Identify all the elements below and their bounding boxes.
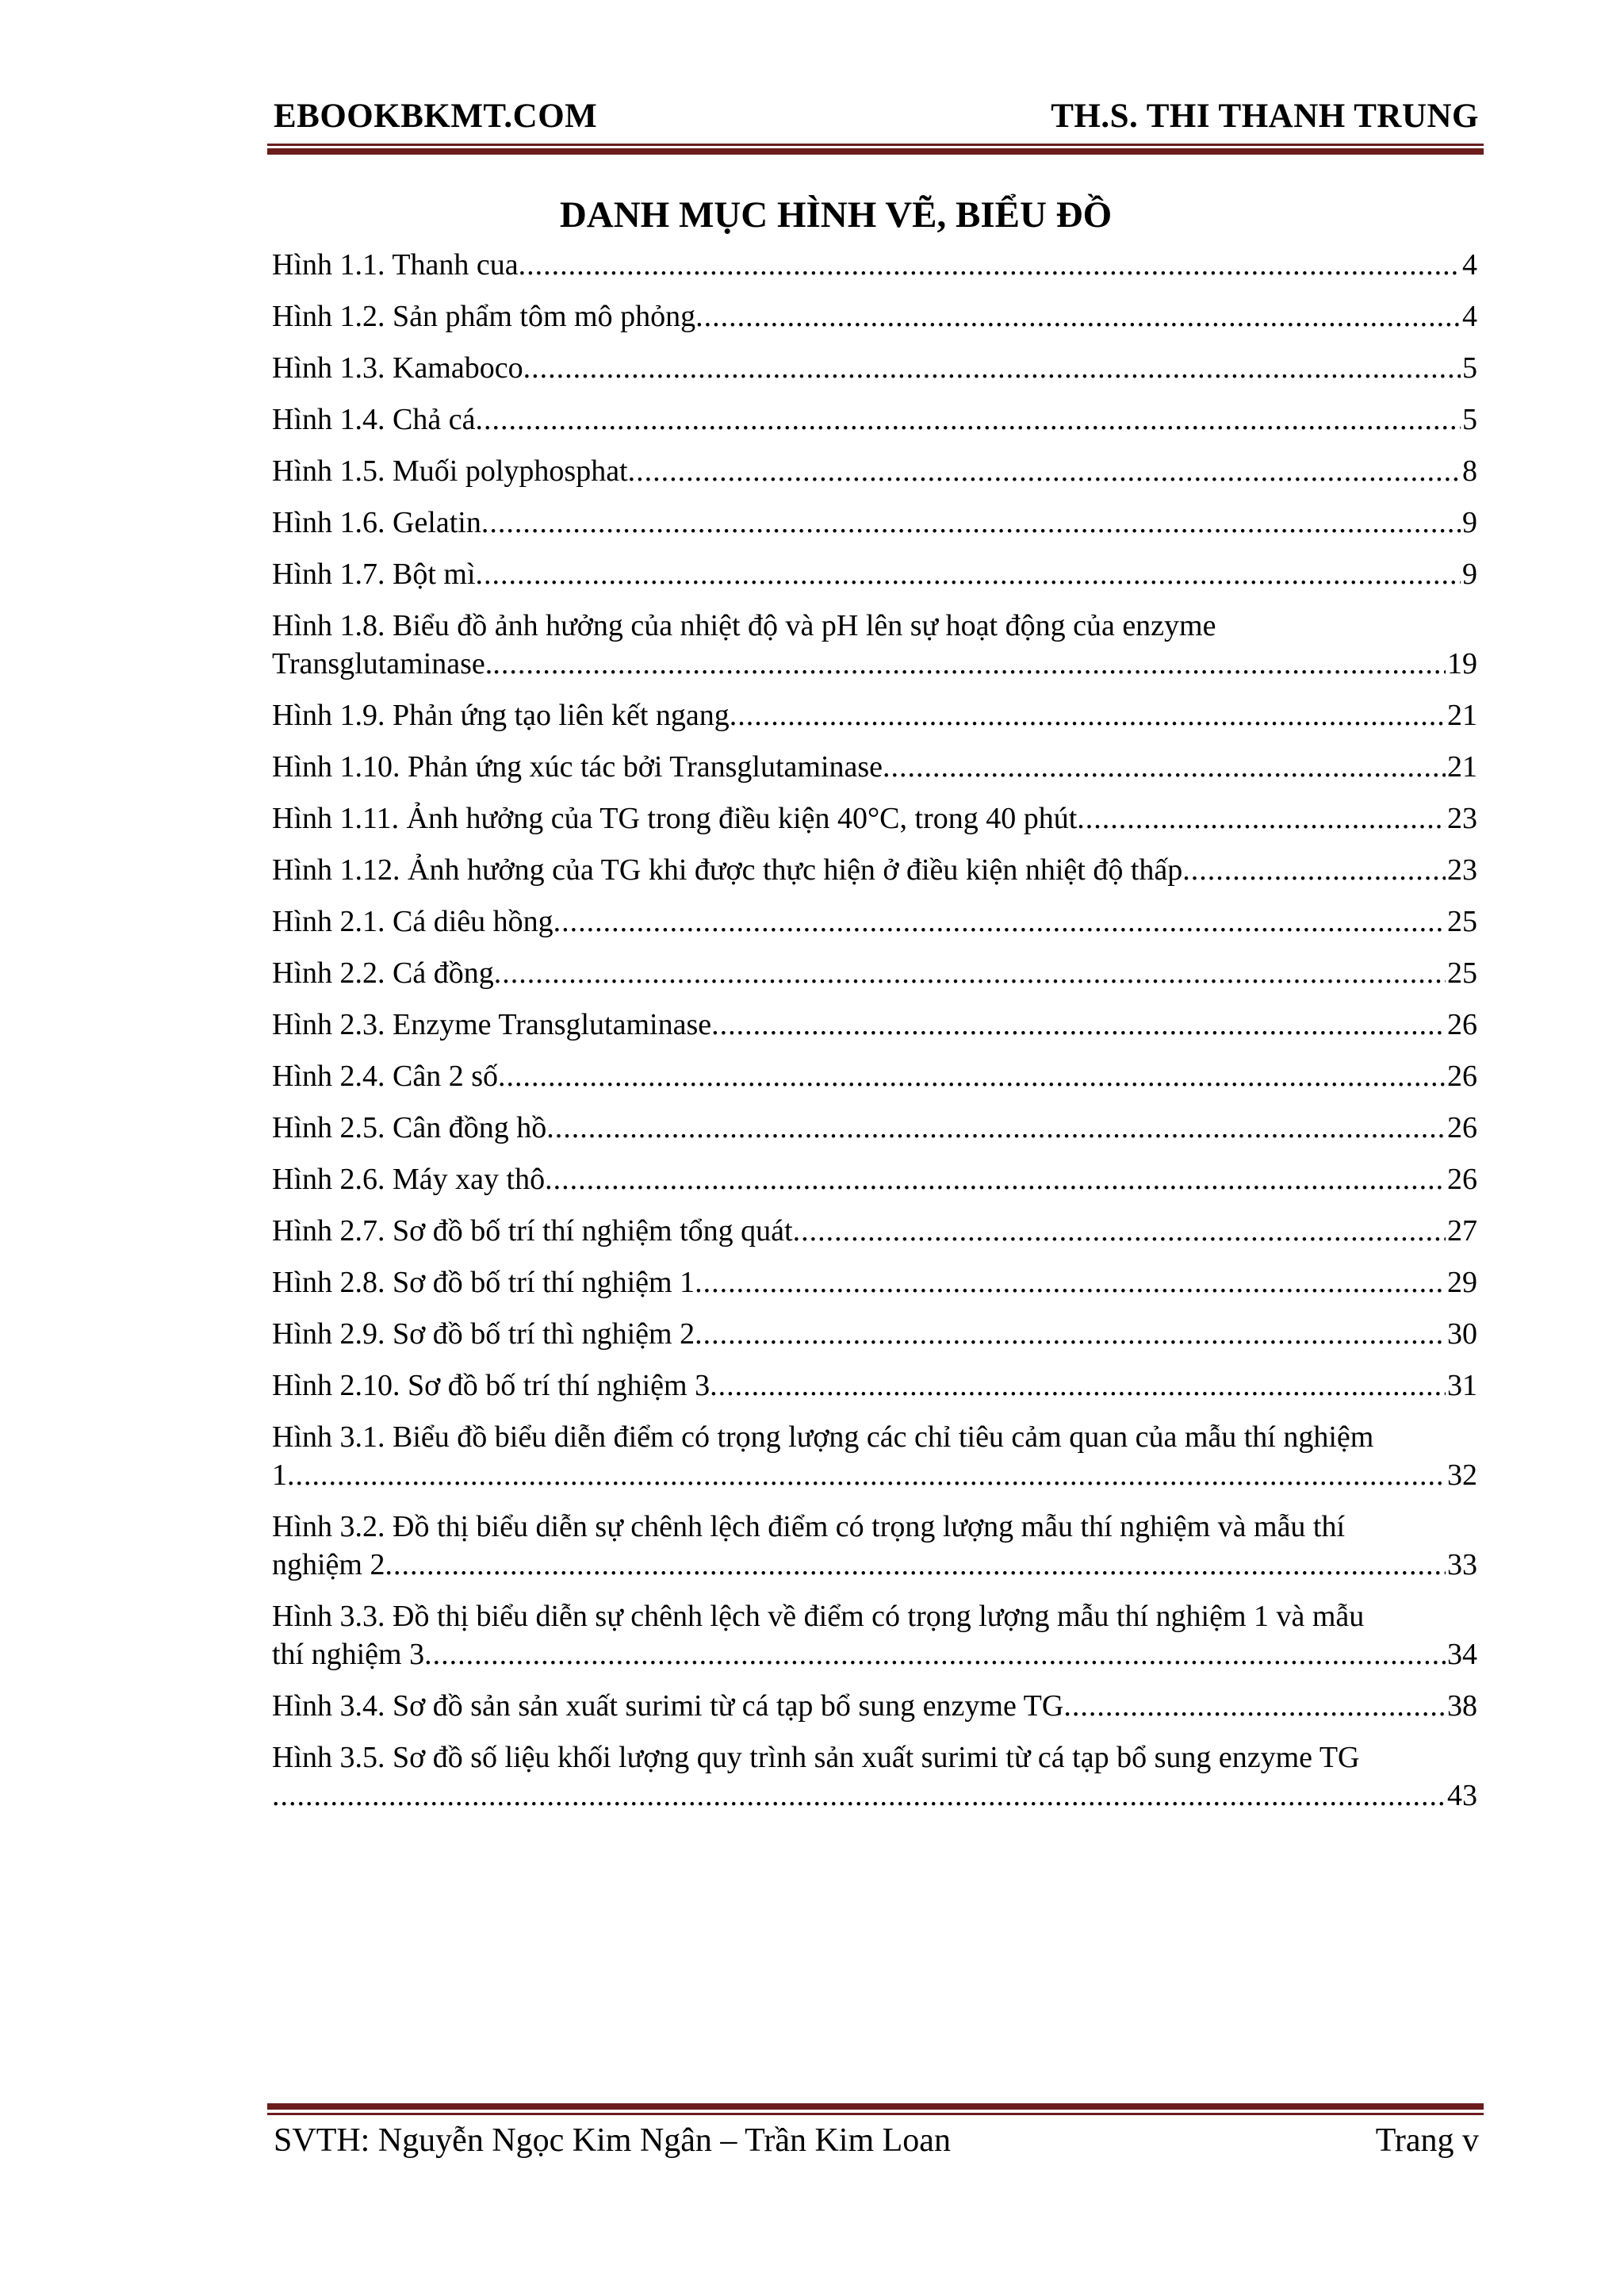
dot-leader (475, 401, 1461, 439)
dot-leader (883, 748, 1446, 786)
toc-entry[interactable] (272, 1212, 1477, 1263)
toc-entry[interactable] (272, 1160, 1477, 1212)
dot-leader (730, 696, 1446, 734)
header-author: TH.S. THI THANH TRUNG (1051, 98, 1479, 135)
page-footer (274, 2122, 1479, 2166)
toc-entry-title: Hình 2.7. Sơ đồ bố trí thí nghiệm tổng quát (272, 1214, 793, 1248)
toc-entry-page: 21 (1447, 750, 1477, 784)
toc-entry-page: 23 (1447, 853, 1477, 887)
toc-entry[interactable] (272, 799, 1477, 851)
toc-entry[interactable] (272, 1263, 1477, 1315)
toc-entry-title: Hình 2.8. Sơ đồ bố trí thí nghiệm 1 (272, 1266, 695, 1299)
toc-entry-title-continued: 1 (272, 1458, 287, 1492)
toc-entry-leader-line (272, 1777, 1477, 1815)
toc-entry-leader-line (272, 1687, 1477, 1725)
toc-entry-page: 43 (1447, 1779, 1477, 1812)
toc-entry-title: Hình 3.2. Đồ thị biểu diễn sự chênh lệch điểm có trọng lượng mẫu thí nghiệm và mẫu thí (272, 1510, 1346, 1543)
toc-entry-title: Hình 2.10. Sơ đồ bố trí thí nghiệm 3 (272, 1369, 710, 1402)
toc-entry-page: 29 (1447, 1266, 1477, 1299)
dot-leader (793, 1212, 1446, 1250)
toc-entry[interactable] (272, 1006, 1477, 1057)
toc-entry[interactable] (272, 851, 1477, 903)
toc-entry-title: Hình 1.6. Gelatin (272, 506, 481, 539)
dot-leader (523, 349, 1461, 387)
dot-leader (287, 1456, 1446, 1494)
header-site-name: EBOOKBKMT.COM (274, 98, 598, 135)
toc-entry[interactable] (272, 1418, 1477, 1508)
toc-entry[interactable] (272, 1315, 1477, 1366)
toc-entry[interactable] (272, 1508, 1477, 1597)
toc-entry-page: 21 (1447, 699, 1477, 732)
toc-entry-title: Hình 2.9. Sơ đồ bố trí thì nghiệm 2 (272, 1317, 695, 1351)
dot-leader (385, 1546, 1446, 1584)
toc-entry[interactable] (272, 696, 1477, 748)
dot-leader (695, 1263, 1446, 1301)
toc-entry-leader-line (272, 504, 1477, 542)
toc-entry[interactable] (272, 401, 1477, 452)
dot-leader (711, 1006, 1446, 1044)
dot-leader (476, 555, 1461, 593)
dot-leader (272, 1777, 1446, 1815)
dot-leader (546, 1109, 1446, 1147)
dot-leader (553, 903, 1446, 941)
toc-entry-title-continued: Transglutaminase. (272, 647, 493, 680)
toc-entry-title-continued: thí nghiệm 3 (272, 1638, 425, 1671)
toc-entry-leader-line (272, 799, 1477, 838)
toc-entry-leader-line (272, 1456, 1477, 1494)
toc-entry-page: 23 (1447, 802, 1477, 835)
dot-leader (492, 645, 1446, 683)
toc-entry[interactable] (272, 1109, 1477, 1160)
toc-entry-title: Hình 2.2. Cá đồng (272, 956, 494, 990)
toc-entry-leader-line (272, 452, 1477, 490)
toc-entry-leader-line (272, 297, 1477, 335)
toc-entry-title: Hình 2.5. Cân đồng hồ (272, 1111, 547, 1144)
toc-entry-page: 9 (1462, 558, 1477, 591)
toc-entry-leader-line (272, 645, 1477, 683)
toc-entry-leader-line (272, 1160, 1477, 1198)
toc-entry-page: 34 (1447, 1638, 1477, 1671)
toc-entry-leader-line (272, 748, 1477, 786)
toc-entry-page: 27 (1447, 1214, 1477, 1248)
toc-entry-leader-line (272, 903, 1477, 941)
toc-entry-leader-line (272, 1057, 1477, 1095)
header-rule-thin (267, 144, 1484, 146)
toc-entry-text-line (272, 1508, 1477, 1546)
footer-rule-thin (267, 2113, 1484, 2115)
toc-entry-title: Hình 1.7. Bột mì (272, 558, 476, 591)
toc-entry-title: Hình 1.2. Sản phẩm tôm mô phỏng (272, 300, 696, 333)
toc-entry-title: Hình 1.12. Ảnh hưởng của TG khi được thực hiện ở điều kiện nhiệt độ thấp (272, 853, 1183, 887)
toc-entry-leader-line (272, 1212, 1477, 1250)
toc-entry-page: 5 (1462, 351, 1477, 385)
toc-entry-title: Hình 2.1. Cá diêu hồng (272, 905, 553, 938)
toc-entry-title: Hình 1.3. Kamaboco (272, 351, 523, 385)
toc-entry[interactable] (272, 903, 1477, 954)
page-header (274, 97, 1479, 144)
toc-entry-title: Hình 1.11. Ảnh hưởng của TG trong điều kiện 40°C, trong 40 phút (272, 802, 1078, 835)
toc-entry-page: 38 (1447, 1689, 1477, 1723)
dot-leader (481, 504, 1461, 542)
toc-entry[interactable] (272, 1738, 1477, 1828)
toc-entry-page: 32 (1447, 1458, 1477, 1492)
toc-entry[interactable] (272, 504, 1477, 555)
toc-entry-leader-line (272, 1006, 1477, 1044)
toc-entry[interactable] (272, 1057, 1477, 1109)
dot-leader (519, 246, 1461, 284)
dot-leader (1063, 1687, 1446, 1725)
toc-entry-page: 31 (1447, 1369, 1477, 1402)
toc-entry-title: Hình 3.3. Đồ thị biểu diễn sự chênh lệch về điểm có trọng lượng mẫu thí nghiệm 1 và mẫu (272, 1600, 1365, 1633)
toc-entry[interactable] (272, 297, 1477, 349)
figure-list (272, 246, 1477, 1828)
toc-entry[interactable] (272, 555, 1477, 607)
header-rule-thick (267, 148, 1484, 155)
toc-entry[interactable] (272, 1687, 1477, 1738)
dot-leader (1077, 799, 1446, 838)
dot-leader (628, 452, 1461, 490)
toc-entry-title: Hình 2.4. Cân 2 số (272, 1060, 498, 1093)
toc-entry-page: 30 (1447, 1317, 1477, 1351)
toc-entry-title: Hình 1.8. Biểu đồ ảnh hưởng của nhiệt độ và pH lên sự hoạt động của enzyme (272, 609, 1216, 642)
dot-leader (494, 954, 1446, 992)
toc-entry-title: Hình 1.10. Phản ứng xúc tác bởi Transglutaminase (272, 750, 883, 784)
dot-leader (498, 1057, 1446, 1095)
toc-entry-page: 26 (1447, 1111, 1477, 1144)
dot-leader (695, 297, 1461, 335)
toc-entry-leader-line (272, 1546, 1477, 1584)
toc-entry-page: 19 (1447, 647, 1477, 680)
toc-entry-text-line (272, 607, 1477, 645)
toc-entry-title: Hình 2.6. Máy xay thô (272, 1163, 546, 1196)
footer-authors: SVTH: Nguyễn Ngọc Kim Ngân – Trần Kim Loan (274, 2122, 951, 2159)
toc-entry-title-continued: nghiệm 2 (272, 1548, 385, 1581)
toc-entry[interactable] (272, 349, 1477, 401)
toc-entry-page: 4 (1462, 300, 1477, 333)
toc-entry-page: 26 (1447, 1163, 1477, 1196)
toc-entry-text-line (272, 1597, 1477, 1635)
dot-leader (545, 1160, 1446, 1198)
toc-entry-leader-line (272, 696, 1477, 734)
toc-entry[interactable] (272, 1597, 1477, 1687)
toc-entry-leader-line (272, 246, 1477, 284)
toc-entry-title: Hình 1.4. Chả cá (272, 403, 476, 436)
toc-entry[interactable] (272, 748, 1477, 799)
toc-entry-page: 25 (1447, 905, 1477, 938)
toc-entry-page: 4 (1462, 248, 1477, 282)
dot-leader (1182, 851, 1446, 889)
toc-entry-leader-line (272, 1263, 1477, 1301)
toc-entry-leader-line (272, 1366, 1477, 1405)
toc-entry-text-line (272, 1738, 1477, 1777)
toc-entry[interactable] (272, 954, 1477, 1006)
toc-entry[interactable] (272, 452, 1477, 504)
toc-entry[interactable] (272, 607, 1477, 696)
footer-rule-thick (267, 2103, 1484, 2110)
dot-leader (710, 1366, 1446, 1405)
toc-entry-text-line (272, 1418, 1477, 1456)
toc-entry-page: 5 (1462, 403, 1477, 436)
toc-entry-title: Hình 3.4. Sơ đồ sản sản xuất surimi từ cá tạp bổ sung enzyme TG (272, 1689, 1064, 1723)
toc-entry-leader-line (272, 851, 1477, 889)
toc-entry-title: Hình 1.9. Phản ứng tạo liên kết ngang (272, 699, 730, 732)
toc-entry-title: Hình 3.1. Biểu đồ biểu diễn điểm có trọng lượng các chỉ tiêu cảm quan của mẫu thí nghiệm (272, 1420, 1374, 1454)
toc-entry[interactable] (272, 1366, 1477, 1418)
toc-entry-title: Hình 1.5. Muối polyphosphat (272, 454, 628, 488)
dot-leader (424, 1635, 1446, 1673)
toc-entry-page: 33 (1447, 1548, 1477, 1581)
toc-entry-leader-line (272, 555, 1477, 593)
toc-entry-title: Hình 2.3. Enzyme Transglutaminase (272, 1008, 712, 1041)
toc-entry-page: 9 (1462, 506, 1477, 539)
dot-leader (695, 1315, 1446, 1353)
toc-entry-leader-line (272, 954, 1477, 992)
toc-entry-leader-line (272, 1315, 1477, 1353)
toc-entry-leader-line (272, 1635, 1477, 1673)
toc-entry-leader-line (272, 401, 1477, 439)
toc-entry[interactable] (272, 246, 1477, 297)
toc-entry-title: Hình 1.1. Thanh cua (272, 248, 519, 282)
toc-entry-page: 8 (1462, 454, 1477, 488)
toc-entry-page: 25 (1447, 956, 1477, 990)
page-title: DANH MỤC HÌNH VẼ, BIỂU ĐỒ (559, 194, 1113, 236)
toc-entry-page: 26 (1447, 1060, 1477, 1093)
toc-entry-leader-line (272, 1109, 1477, 1147)
toc-entry-title: Hình 3.5. Sơ đồ số liệu khối lượng quy trình sản xuất surimi từ cá tạp bổ sung enzyme TG (272, 1741, 1360, 1774)
toc-entry-page: 26 (1447, 1008, 1477, 1041)
toc-entry-leader-line (272, 349, 1477, 387)
footer-page-number: Trang v (1375, 2122, 1479, 2159)
